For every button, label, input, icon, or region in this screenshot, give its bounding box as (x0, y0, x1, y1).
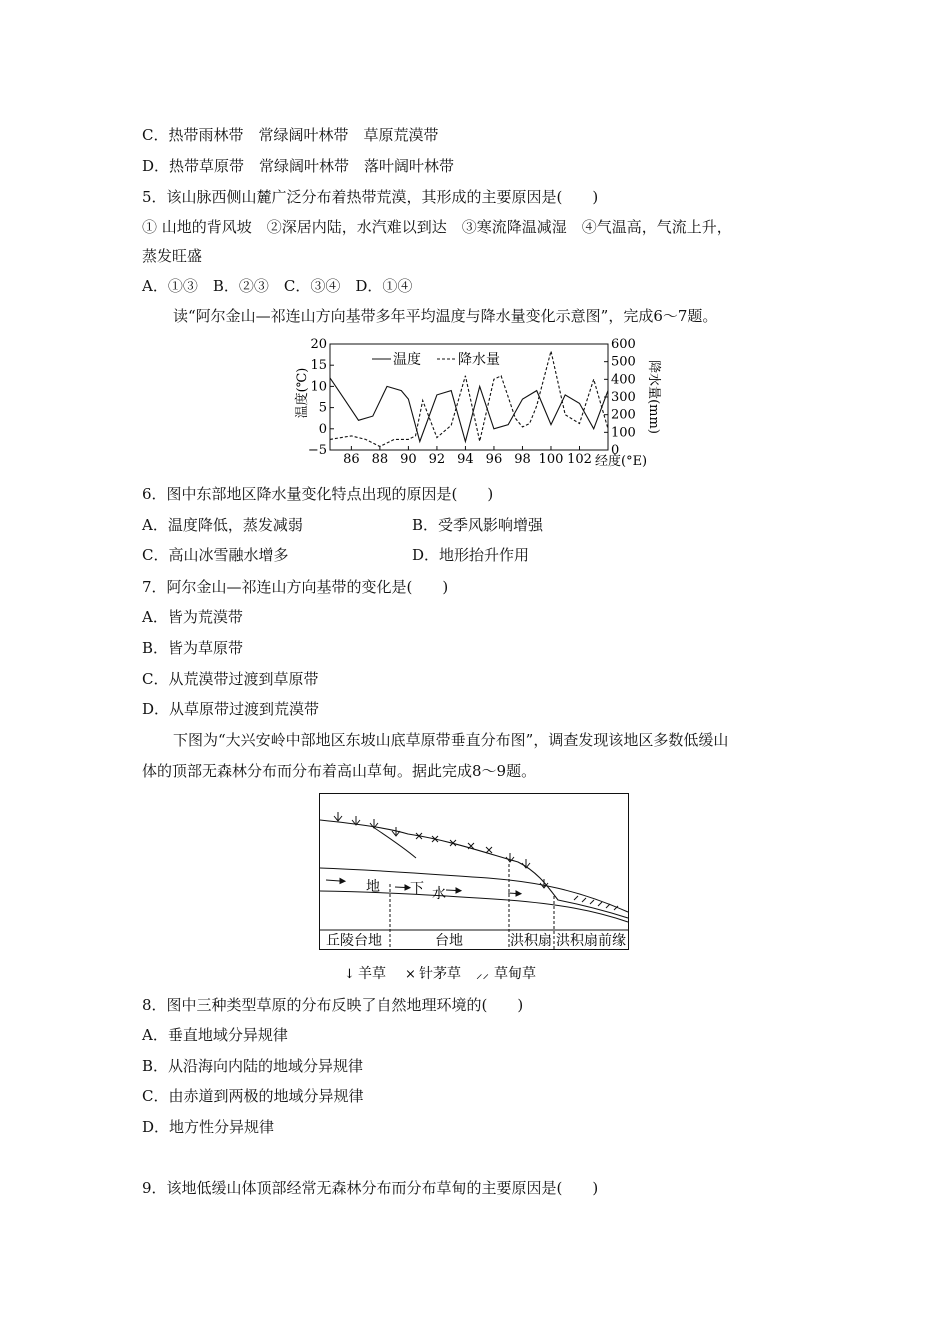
chart-legend (372, 351, 500, 368)
x-axis-tick-label: 88 (371, 452, 389, 467)
left-axis-tick-label: 10 (310, 379, 327, 395)
legend-precipitation-label: 降水量 (458, 352, 500, 368)
intro-8-9-line1: 下图为“大兴安岭中部地区东坡山底草原带垂直分布图”，调查发现该地区多数低缓山 (173, 731, 729, 749)
zone-label-tableland: 台地 (435, 933, 463, 949)
x-axis-tick-label: 86 (343, 452, 360, 467)
zhenmaocao-symbols (416, 833, 492, 853)
x-axis-tick-label: 94 (457, 452, 474, 467)
legend-yangcao-icon: ↓ (344, 967, 355, 982)
temperature-series-line (330, 378, 608, 442)
q8-option-a: A．垂直地域分异规律 (142, 1026, 288, 1044)
zone-label-hills: 丘陵台地 (326, 933, 382, 949)
intro-6-7: 读“阿尔金山—祁连山方向基带多年平均温度与降水量变化示意图”，完成6～7题。 (173, 307, 718, 325)
q5-stem: 5．该山脉西侧山麓广泛分布着热带荒漠，其形成的主要原因是( ) (142, 188, 599, 206)
legend-yangcao-label: 羊草 (358, 966, 386, 982)
q6-option-b: B．受季风影响增强 (412, 516, 544, 534)
x-axis-tick-label: 102 (567, 452, 592, 467)
q8-option-c: C．由赤道到两极的地域分异规律 (142, 1087, 364, 1105)
q5-items-line2: 蒸发旺盛 (142, 247, 203, 265)
q7-stem: 7．阿尔金山—祁连山方向基带的变化是( ) (142, 578, 449, 596)
right-axis-tick-label: 400 (611, 372, 636, 388)
x-axis-tick-label: 90 (400, 452, 417, 467)
q7-option-a: A．皆为荒漠带 (142, 608, 243, 626)
q4-option-c: C．热带雨林带 常绿阔叶林带 草原荒漠带 (142, 126, 439, 144)
right-axis-tick-label: 0 (611, 443, 620, 458)
legend-diancao-icon: ⸝⸝ (476, 967, 489, 982)
q4-option-d: D．热带草原带 常绿阔叶林带 落叶阔叶林带 (142, 157, 455, 175)
left-axis-tick-label: 0 (318, 421, 327, 437)
temperature-precipitation-chart (290, 335, 665, 475)
x-axis-title: 经度(°E) (595, 454, 648, 469)
q8-option-b: B．从沿海向内陆的地域分异规律 (142, 1057, 364, 1075)
q6-option-a: A．温度降低，蒸发减弱 (142, 516, 303, 534)
left-axis-tick-label: 15 (310, 358, 327, 374)
q5-options: A．①③ B．②③ C．③④ D．①④ (142, 277, 413, 295)
right-axis-tick-label: 200 (611, 407, 636, 423)
water-label-di: 地 (366, 879, 380, 895)
x-axis-tick-label: 98 (514, 452, 531, 467)
q8-stem: 8．图中三种类型草原的分布反映了自然地理环境的( ) (142, 996, 524, 1014)
zone-label-fan-front: 洪积扇前缘 (556, 933, 626, 949)
q7-option-b: B．皆为草原带 (142, 639, 244, 657)
slope-surface-line (320, 820, 628, 918)
right-axis-tick-label: 100 (611, 425, 636, 441)
left-axis-tick-label: −5 (307, 443, 327, 458)
diancao-symbols (574, 896, 618, 910)
left-axis-tick-label: 5 (318, 400, 327, 416)
water-label-shui: 水 (432, 886, 446, 902)
right-axis-tick-label: 300 (611, 390, 636, 405)
x-axis-tick-label: 96 (485, 452, 503, 467)
x-axis-tick-label: 100 (538, 452, 564, 467)
intro-8-9-line2: 体的顶部无森林分布而分布着高山草甸。据此完成8～9题。 (142, 762, 537, 780)
q7-option-d: D．从草原带过渡到荒漠带 (142, 700, 320, 718)
q8-option-d: D．地方性分异规律 (142, 1118, 275, 1136)
zone-label-alluvial-fan: 洪积扇 (510, 933, 552, 949)
right-axis-tick-label: 500 (611, 354, 636, 370)
water-label-xia: 下 (410, 881, 424, 897)
diagram-frame (320, 794, 629, 950)
x-axis-tick-label: 92 (428, 452, 446, 467)
groundwater-lower-line (320, 891, 628, 922)
left-axis-tick-label: 20 (310, 337, 327, 352)
yangcao-symbols (334, 812, 548, 888)
q5-items-line1: ① 山地的背风坡 ②深居内陆，水汽难以到达 ③寒流降温减湿 ④气温高，气流上升， (142, 218, 732, 236)
legend-diancao-label: 草甸草 (494, 966, 536, 982)
q9-stem: 9．该地低缓山体顶部经常无森林分布而分布草甸的主要原因是( ) (142, 1179, 599, 1197)
legend-zhenmaocao-label: 针茅草 (419, 966, 461, 982)
diagram-legend (344, 965, 536, 982)
y-axis-left-title: 温度(℃) (295, 367, 310, 419)
grassland-profile-diagram (318, 792, 632, 986)
q6-stem: 6．图中东部地区降水量变化特点出现的原因是( ) (142, 485, 494, 503)
slope-branch-line (373, 827, 416, 858)
legend-temperature-label: 温度 (393, 352, 421, 368)
right-axis-tick-label: 600 (611, 337, 636, 352)
q6-option-d: D．地形抬升作用 (412, 546, 530, 564)
q7-option-c: C．从荒漠带过渡到草原带 (142, 670, 319, 688)
q6-option-c: C．高山冰雪融水增多 (142, 546, 289, 564)
y-axis-right-title: 降水量(mm) (646, 360, 661, 434)
legend-zhenmaocao-icon: × (405, 967, 416, 982)
